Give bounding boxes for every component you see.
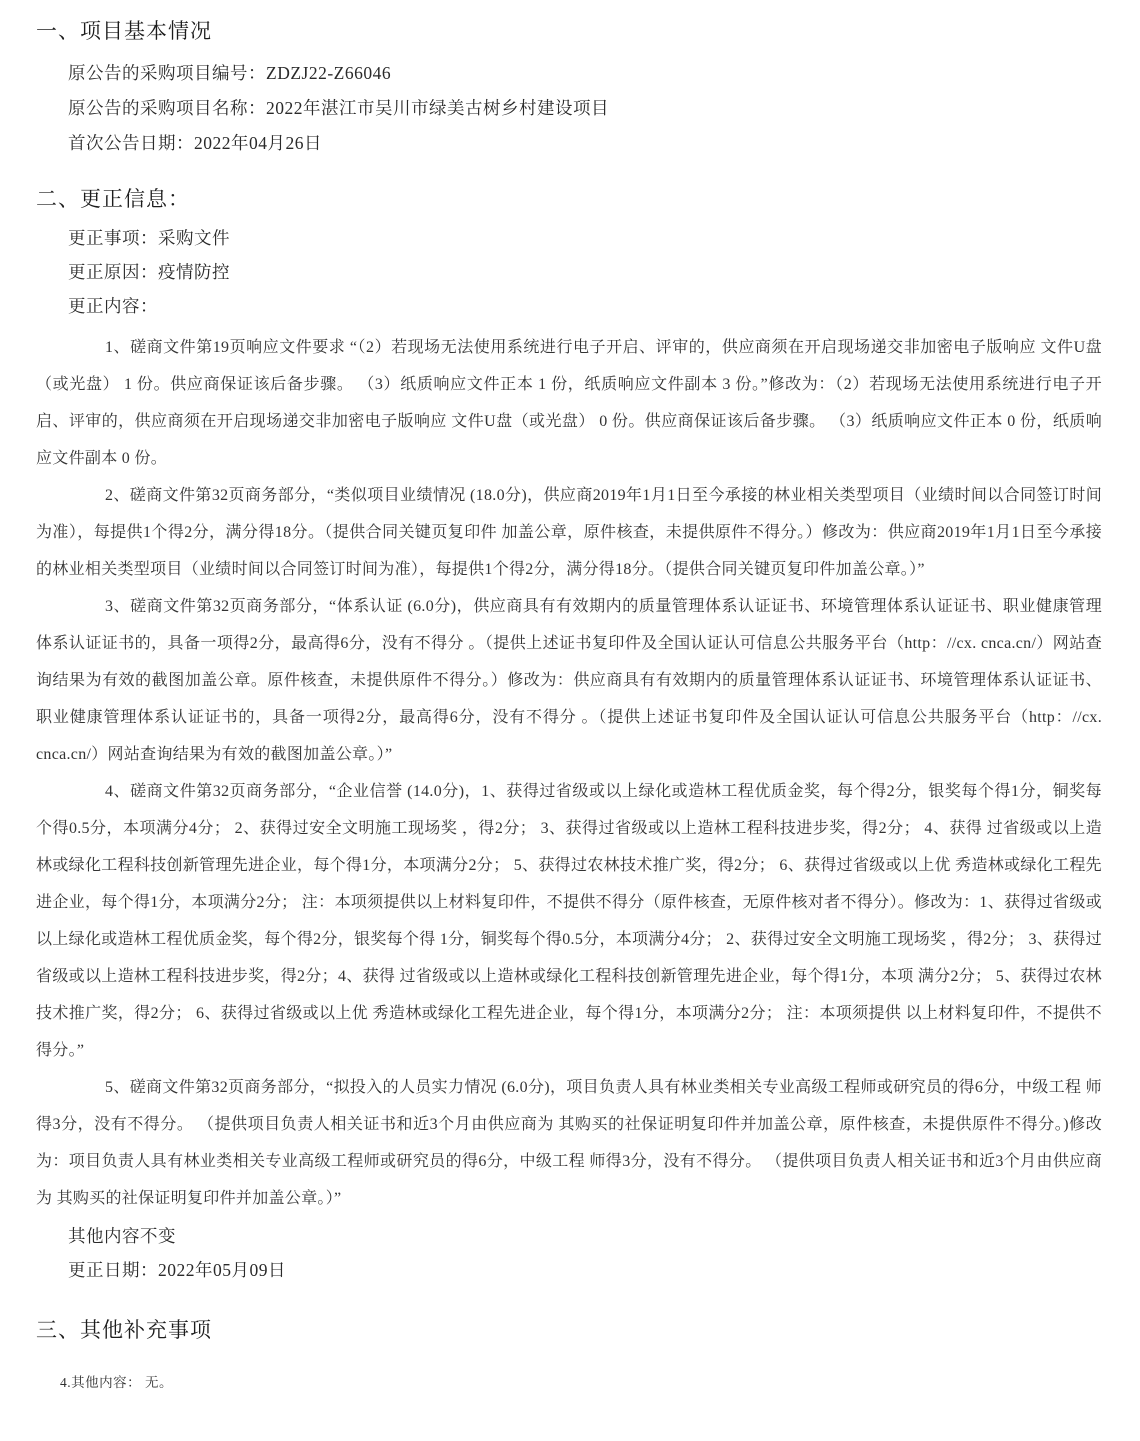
correction-meta [68, 221, 1102, 323]
original-project-name-line: 原公告的采购项目名称：2022年湛江市吴川市绿美古树乡村建设项目 [68, 98, 609, 118]
correction-paragraph-5: 5、磋商文件第32页商务部分，“拟投入的人员实力情况 (6.0分)，项目负责人具有林业类相关专业高级工程师或研究员的得6分，中级工程 师得3分，没有不得分。 （提供项目负责人相关证书和近3个月由供应商为 其购买的社保证明复印件并加盖公章，原件核查，未提供原件不得分。)修改为：项目负责人具有林业类相关专业高级工程师或研究员的得6分，中级工程 师得3分，没有不得分。 （提供项目负责人相关证书和近3个月由供应商为 其购买的社保证明复印件并加盖公章。）” [36, 1079, 1102, 1207]
correction-content-body [36, 329, 1102, 1217]
project-basic-info [68, 56, 1102, 161]
correction-content-label: 更正内容： [68, 296, 158, 316]
section-1-heading: 一、项目基本情况 [36, 19, 212, 43]
first-announcement-date-line: 首次公告日期：2022年04月26日 [68, 133, 322, 153]
other-content-unchanged-line: 其他内容不变 [68, 1226, 176, 1246]
correction-item-line: 更正事项：采购文件 [68, 228, 230, 248]
correction-date-line: 更正日期：2022年05月09日 [68, 1260, 286, 1280]
correction-reason-line: 更正原因：疫情防控 [68, 262, 230, 282]
section-3-heading: 三、其他补充事项 [36, 1318, 212, 1342]
correction-paragraph-1: 1、磋商文件第19页响应文件要求 “（2）若现场无法使用系统进行电子开启、评审的，供应商须在开启现场递交非加密电子版响应 文件U盘（或光盘） 1 份。供应商保证该后备步骤。 （3）纸质响应文件正本 1 份，纸质响应文件副本 3 份。”修改为：（2）若现场无法使用系统进行电子开启、评审的，供应商须在开启现场递交非加密电子版响应 文件U盘（或光盘） 0 份。供应商保证该后备步骤。 （3）纸质响应文件正本 0 份，纸质响应文件副本 0 份。 [36, 339, 1102, 467]
correction-footer [68, 1219, 1102, 1287]
section-2-heading: 二、更正信息： [36, 187, 190, 211]
supplementary-note: 4.其他内容： 无。 [60, 1375, 173, 1390]
correction-paragraph-2: 2、磋商文件第32页商务部分，“类似项目业绩情况 (18.0分)，供应商2019年1月1日至今承接的林业相关类型项目（业绩时间以合同签订时间为准），每提供1个得2分，满分得18分。（提供合同关键页复印件 加盖公章，原件核查，未提供原件不得分。）修改为：供应商2019年1月1日至今承接的林业相关类型项目（业绩时间以合同签订时间为准），每提供1个得2分，满分得18分。（提供合同关键页复印件加盖公章。）” [36, 487, 1102, 578]
correction-paragraph-3: 3、磋商文件第32页商务部分，“体系认证 (6.0分)，供应商具有有效期内的质量管理体系认证证书、环境管理体系认证证书、职业健康管理体系认证证书的，具备一项得2分，最高得6分，没有不得分 。（提供上述证书复印件及全国认证认可信息公共服务平台（http：//cx. cnca.cn/）网站查询结果为有效的截图加盖公章。原件核查，未提供原件不得分。）修改为：供应商具有有效期内的质量管理体系认证证书、环境管理体系认证证书、 职业健康管理体系认证证书的，具备一项得2分，最高得6分，没有不得分 。（提供上述证书复印件及全国认证认可信息公共服务平台（http：//cx. cnca.cn/）网站查询结果为有效的截图加盖公章。）” [36, 598, 1102, 763]
correction-paragraph-4: 4、磋商文件第32页商务部分，“企业信誉 (14.0分)，1、获得过省级或以上绿化或造林工程优质金奖，每个得2分，银奖每个得1分，铜奖每个得0.5分，本项满分4分； 2、获得过安全文明施工现场奖 ，得2分； 3、获得过省级或以上造林工程科技进步奖，得2分； 4、获得 过省级或以上造林或绿化工程科技创新管理先进企业，每个得1分，本项满分2分； 5、获得过农林技术推广奖，得2分； 6、获得过省级或以上优 秀造林或绿化工程先进企业，每个得1分，本项满分2分； 注：本项须提供以上材料复印件，不提供不得分（原件核查，无原件核对者不得分）。修改为：1、获得过省级或以上绿化或造林工程优质金奖，每个得2分，银奖每个得 1分，铜奖每个得0.5分，本项满分4分； 2、获得过安全文明施工现场奖 ，得2分； 3、获得过省级或以上造林工程科技进步奖，得2分；4、获得 过省级或以上造林或绿化工程科技创新管理先进企业，每个得1分，本项 满分2分； 5、获得过农林技术推广奖，得2分； 6、获得过省级或以上优 秀造林或绿化工程先进企业，每个得1分，本项满分2分； 注：本项须提供 以上材料复印件，不提供不得分。” [36, 783, 1102, 1059]
original-project-number-line: 原公告的采购项目编号：ZDZJ22-Z66046 [68, 63, 392, 83]
